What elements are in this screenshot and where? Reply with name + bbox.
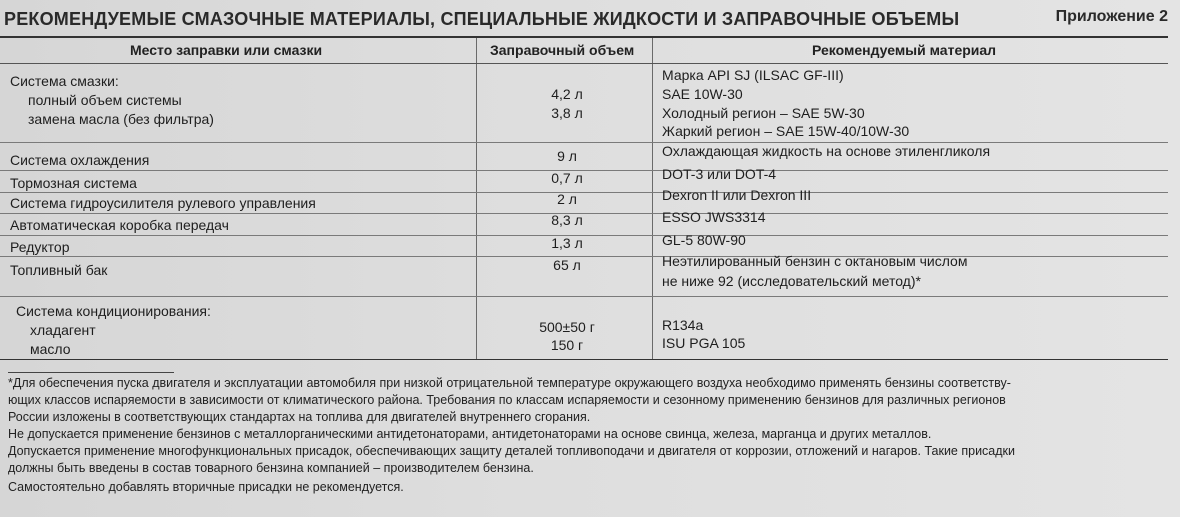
table-bottom-rule: [0, 359, 1168, 360]
table-cell-volume: 500±50 г: [539, 319, 595, 335]
table-cell-material: Dexron II или Dexron III: [662, 187, 812, 203]
table-cell-place: Система кондиционирования:: [16, 303, 211, 319]
table-cell-material: Неэтилированный бензин с октановым числом: [662, 253, 968, 269]
table-cell-material: ESSO JWS3314: [662, 209, 766, 225]
footnote-rule: [8, 372, 174, 373]
table-cell-place: хладагент: [30, 322, 96, 338]
table-cell-volume: 2 л: [557, 191, 577, 207]
table-cell-volume: 8,3 л: [551, 212, 583, 228]
footnote-line: ющих классов испаряемости в зависимости от климатического района. Требования по классам испаряемости и сезонному применению бензинов для различных регионов: [8, 393, 1006, 407]
row-divider: [0, 296, 1168, 297]
column-header-place: Место заправки или смазки: [130, 42, 323, 58]
table-cell-place: Топливный бак: [10, 262, 108, 278]
materials-table: [0, 38, 1168, 360]
footnote-line: России изложены в соответствующих стандартах на топлива для двигателей внутреннего сгорания.: [8, 410, 591, 424]
table-cell-material: Охлаждающая жидкость на основе этиленгликоля: [662, 143, 991, 159]
column-divider: [476, 38, 477, 360]
table-cell-place: Система смазки:: [10, 73, 119, 89]
table-cell-volume: 4,2 л: [551, 86, 583, 102]
row-divider: [0, 142, 1168, 143]
table-cell-material: Жаркий регион – SAE 15W-40/10W-30: [662, 123, 910, 139]
table-cell-material: SAE 10W-30: [662, 86, 743, 102]
column-header-volume: Заправочный объем: [490, 42, 635, 58]
table-cell-material: R134a: [662, 317, 704, 333]
table-cell-place: Система охлаждения: [10, 152, 150, 168]
table-cell-material: DOT-3 или DOT-4: [662, 166, 777, 182]
table-cell-place: Тормозная система: [10, 175, 137, 191]
table-cell-place: Редуктор: [10, 239, 70, 255]
table-cell-material: ISU PGA 105: [662, 335, 746, 351]
table-cell-volume: 9 л: [557, 148, 577, 164]
column-header-material: Рекомендуемый материал: [812, 42, 997, 58]
table-cell-volume: 0,7 л: [551, 170, 583, 186]
table-cell-volume: 150 г: [550, 337, 584, 353]
footnote-line: Не допускается применение бензинов с металлорганическими антидетонаторами, антидетонаторами на основе свинца, железа, марганца и других металлов.: [8, 427, 932, 441]
table-cell-volume: 3,8 л: [551, 105, 583, 121]
column-divider: [652, 38, 653, 360]
table-cell-place: полный объем системы: [28, 92, 182, 108]
header-divider: [0, 63, 1168, 64]
table-cell-place: масло: [30, 341, 71, 357]
table-cell-place: Система гидроусилителя рулевого управления: [10, 195, 316, 211]
table-cell-material: GL-5 80W-90: [662, 232, 746, 248]
footnote-line: *Для обеспечения пуска двигателя и эксплуатации автомобиля при низкой отрицательной температуре окружающего воздуха необходимо применять бензины соответству-: [8, 376, 1011, 390]
footnote-line: должны быть введены в состав товарного бензина компанией – производителем бензина.: [8, 461, 534, 475]
table-cell-material: Марка API SJ (ILSAC GF-III): [662, 67, 844, 83]
table-cell-place: замена масла (без фильтра): [28, 111, 214, 127]
table-cell-volume: 1,3 л: [551, 235, 583, 251]
footnote-line: Самостоятельно добавлять вторичные присадки не рекомендуется.: [8, 480, 404, 494]
table-cell-material: Холодный регион – SAE 5W-30: [662, 105, 865, 121]
page-title: РЕКОМЕНДУЕМЫЕ СМАЗОЧНЫЕ МАТЕРИАЛЫ, СПЕЦИАЛЬНЫЕ ЖИДКОСТИ И ЗАПРАВОЧНЫЕ ОБЪЕМЫ: [4, 9, 960, 29]
table-cell-volume: 65 л: [553, 257, 581, 273]
table-cell-place: Автоматическая коробка передач: [10, 217, 229, 233]
appendix-label: Приложение 2: [1055, 8, 1168, 25]
footnote-line: Допускается применение многофункциональных присадок, обеспечивающих защиту деталей топливоподачи и двигателя от коррозии, отложений и нагаров. Такие присадки: [8, 444, 1016, 458]
table-cell-material: не ниже 92 (исследовательский метод)*: [662, 273, 921, 289]
